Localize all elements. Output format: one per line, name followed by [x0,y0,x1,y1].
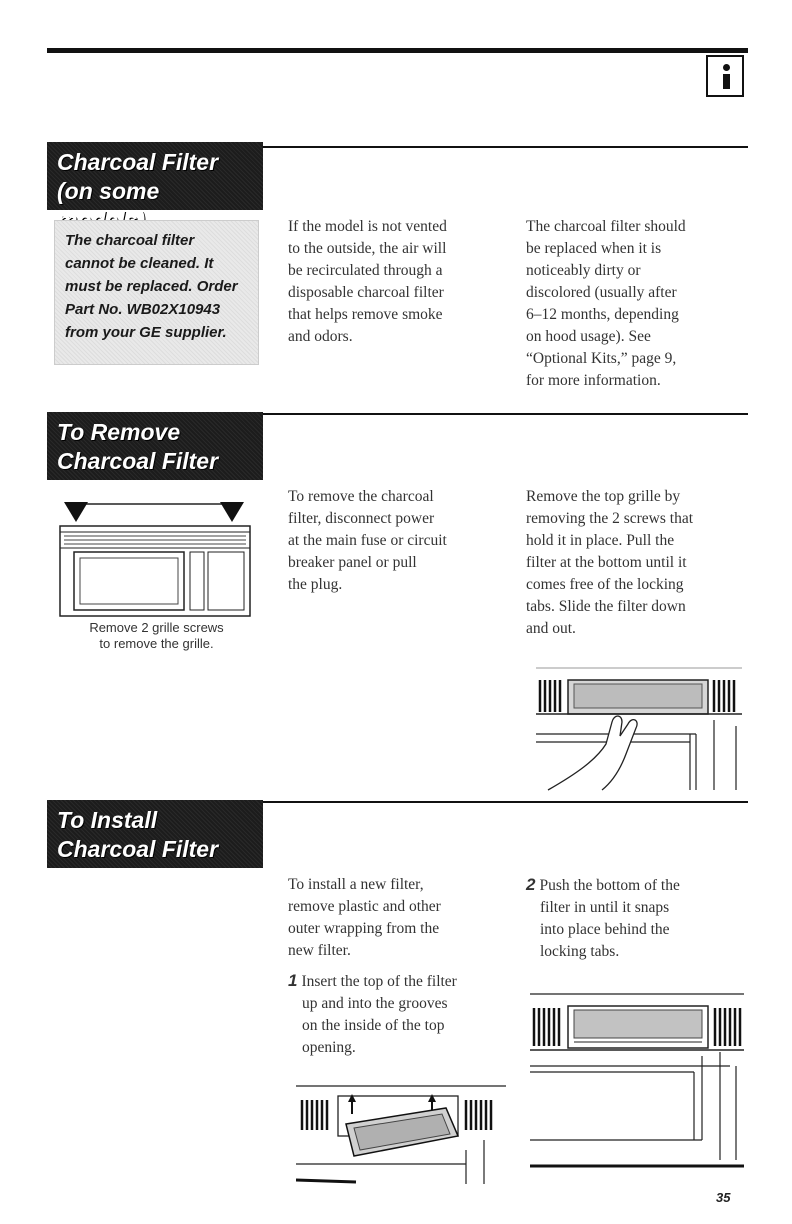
caption-line: Remove 2 grille screws [89,620,224,635]
text-line: To install a new filter, [288,876,424,893]
text-line: 6–12 months, depending [526,306,679,323]
section-rule [263,801,748,803]
text-line: and odors. [288,328,353,345]
section-header-charcoal-filter [47,142,263,210]
info-icon [706,55,744,97]
text-line: that helps remove smoke [288,306,443,323]
top-rule [47,48,748,53]
text-line: on the inside of the top [302,1017,445,1034]
text-line: filter, disconnect power [288,510,435,527]
microwave-grille-screws-illustration [54,492,264,622]
header-line: Charcoal Filter [57,149,219,175]
section-header-remove [47,412,263,480]
note-line: must be replaced. Order [65,278,238,295]
section-header-install [47,800,263,868]
text-line: outer wrapping from the [288,920,440,937]
step-2-first-line [526,874,746,897]
install-intro [288,874,513,1059]
pull-filter-illustration [536,664,742,794]
text-line: Remove the top grille by [526,488,681,505]
page-number: 35 [716,1190,731,1205]
insert-filter-illustration [296,1080,506,1184]
text-line: hold it in place. Pull the [526,532,675,549]
note-line: from your GE supplier. [65,324,227,341]
text-line: and out. [526,620,576,637]
header-line: Charcoal Filter [57,836,219,862]
text-line: at the main fuse or circuit [288,532,447,549]
note-box [54,220,259,365]
body-text-column [526,216,746,392]
step-1-first-line [288,970,513,993]
body-text-column [288,486,513,596]
text-line: be recirculated through a [288,262,443,279]
text-line: for more information. [526,372,661,389]
header-line: (on some [57,178,160,204]
header-line: Charcoal Filter [57,448,219,474]
text-line: up and into the grooves [302,995,448,1012]
text-line: removing the 2 screws that [526,510,694,527]
text-line: “Optional Kits,” page 9, [526,350,677,367]
text-line: The charcoal filter should [526,218,686,235]
text-line: filter in until it snaps [540,899,670,916]
header-line: To Install [57,807,158,833]
text-line: Insert the top of the filter [301,973,457,990]
text-line: breaker panel or pull [288,554,417,571]
text-line: on hood usage). See [526,328,651,345]
body-text-column [526,486,746,640]
text-line: noticeably dirty or [526,262,641,279]
filter-installed-illustration [530,990,744,1180]
step-number: 1 [288,971,298,990]
text-line: be replaced when it is [526,240,662,257]
text-line: comes free of the locking [526,576,684,593]
text-line: If the model is not vented [288,218,447,235]
text-line: into place behind the [540,921,670,938]
caption-line: to remove the grille. [99,636,214,651]
note-line: cannot be cleaned. It [65,255,214,272]
note-line: Part No. WB02X10943 [65,301,221,318]
text-line: Push the bottom of the [539,877,680,894]
text-line: disposable charcoal filter [288,284,444,301]
text-line: To remove the charcoal [288,488,434,505]
step-number: 2 [526,875,536,894]
section-rule [263,146,748,148]
text-line: locking tabs. [540,943,620,960]
text-line: remove plastic and other [288,898,441,915]
text-line: discolored (usually after [526,284,677,301]
text-line: tabs. Slide the filter down [526,598,686,615]
text-line: opening. [302,1039,356,1056]
text-line: the plug. [288,576,343,593]
text-line: to the outside, the air will [288,240,447,257]
note-line: The charcoal filter [65,232,195,249]
text-line: new filter. [288,942,351,959]
text-line: filter at the bottom until it [526,554,687,571]
install-step-2 [526,874,746,963]
illustration-caption [54,620,259,652]
body-text-column [288,216,513,348]
section-rule [263,413,748,415]
header-line: To Remove [57,419,181,445]
